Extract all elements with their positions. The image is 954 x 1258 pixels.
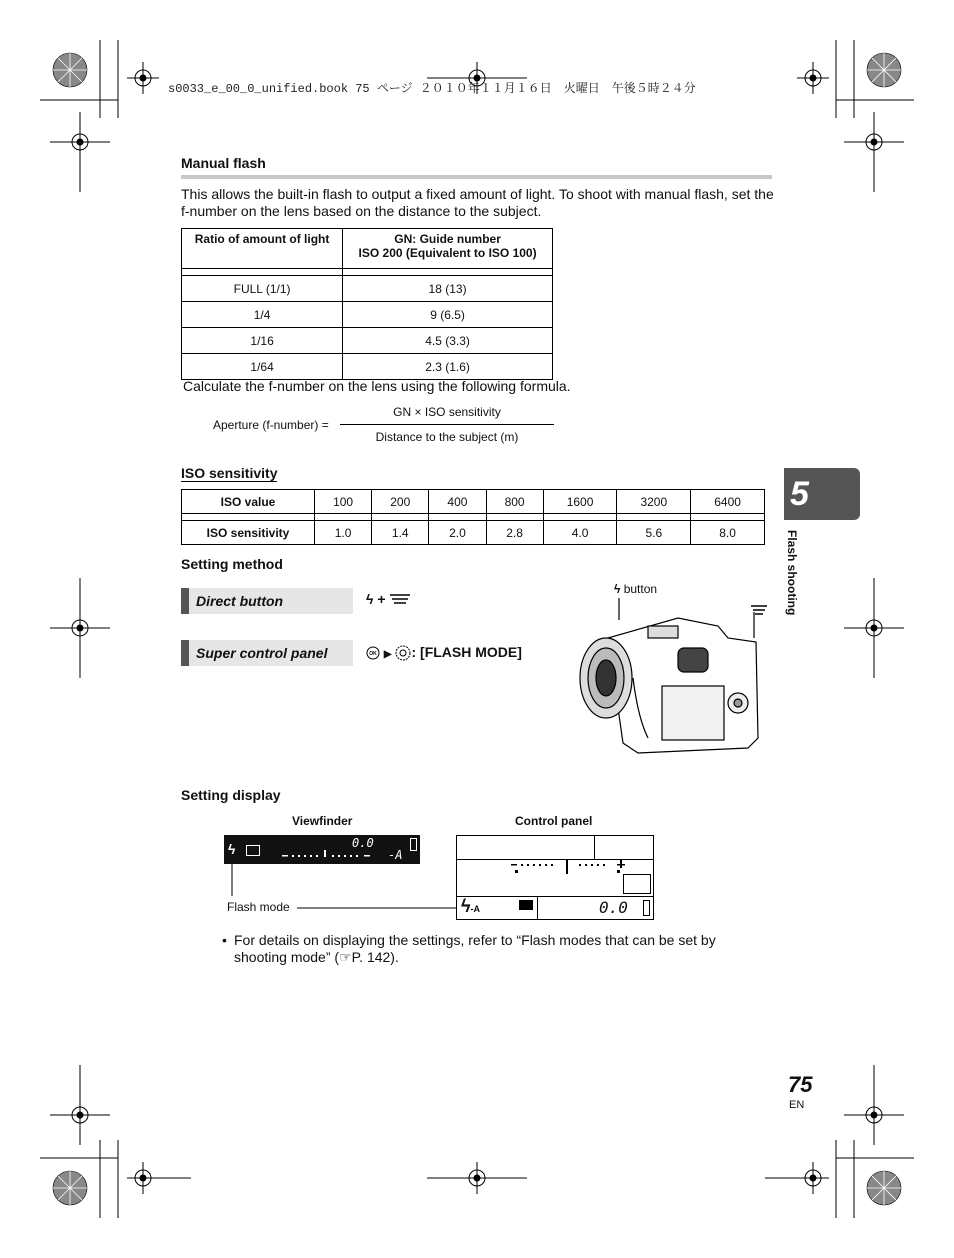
table-row: 1/64 2.3 (1.6)	[182, 354, 553, 380]
formula-label: Aperture (f-number) =	[213, 418, 329, 432]
direct-button-value: ϟ +	[366, 591, 411, 607]
cp-bottom-divider-v	[537, 896, 538, 920]
arrow-right-icon: ▶	[383, 649, 392, 660]
setting-display-heading: Setting display	[181, 787, 281, 803]
language-code: EN	[789, 1099, 805, 1111]
table-header-ratio: Ratio of amount of light	[182, 229, 343, 269]
vf-flash-mode: -A	[388, 848, 403, 862]
page-number: 75	[788, 1072, 813, 1097]
iso-heading: ISO sensitivity	[181, 465, 278, 481]
formula-denominator: Distance to the subject (m)	[375, 430, 519, 444]
formula-intro: Calculate the f-number on the lens using the following formula.	[183, 378, 571, 394]
formula-fraction-line	[340, 424, 554, 425]
gn-header-line2: ISO 200 (Equivalent to ISO 100)	[358, 246, 537, 260]
exposure-scale	[509, 860, 629, 876]
flash-mode-icon: ϟ-A	[461, 896, 481, 916]
flash-compensation-icon	[246, 845, 260, 856]
ok-button-icon	[366, 646, 380, 660]
cp-top-divider-v	[594, 836, 595, 859]
flash-compensation-icon	[519, 900, 533, 910]
control-panel-display	[456, 835, 654, 920]
table-row: ISO sensitivity 1.0 1.4 2.0 2.8 4.0 5.6 8.0	[182, 521, 765, 545]
setting-method-heading: Setting method	[181, 556, 283, 572]
chapter-tab: 5	[784, 468, 860, 520]
file-header-line: s0033_e_00_0_unified.book 75 ページ ２０１０年１１月１６日 火曜日 午後５時２４分	[168, 82, 696, 96]
bullet: •	[222, 932, 227, 948]
table-header-gn	[343, 229, 553, 269]
cp-bottom-divider	[457, 896, 653, 897]
control-panel-label: Control panel	[515, 814, 593, 828]
exposure-dial-icon	[750, 604, 768, 616]
iso-table	[181, 489, 765, 545]
table-row: ISO value 100 200 400 800 1600 3200 6400	[182, 490, 765, 514]
chapter-label: Flash shooting	[785, 530, 799, 616]
cp-right-box	[623, 874, 651, 894]
manual-flash-heading: Manual flash	[181, 155, 266, 171]
svg-text:OK: OK	[369, 651, 377, 658]
table-row: 1/4 9 (6.5)	[182, 302, 553, 328]
manual-flash-intro: This allows the built-in flash to output a fixed amount of light. To shoot with manual flash, set the f-number on the lens based on the distance to the subject.	[181, 186, 774, 219]
formula-numerator: GN × ISO sensitivity	[393, 405, 501, 419]
flash-mode-label: Flash mode	[227, 900, 290, 914]
super-control-panel-label: Super control panel	[181, 640, 353, 666]
direct-button-label: Direct button	[181, 588, 353, 614]
note-text: For details on displaying the settings, refer to “Flash modes that can be set by shooting mode” (☞P. 142).	[234, 932, 716, 965]
table-row: 1/16 4.5 (3.3)	[182, 328, 553, 354]
super-control-panel-value: OK ▶ : [FLASH MODE]	[366, 644, 522, 661]
flash-icon: ϟ	[366, 591, 374, 607]
section-rule	[181, 175, 772, 179]
battery-icon	[410, 838, 417, 851]
flash-icon: ϟ	[614, 582, 621, 596]
flash-button-callout: ϟ button	[614, 582, 658, 596]
vf-compensation-value: 0.0	[352, 836, 374, 850]
exposure-dial-icon	[389, 593, 411, 607]
gn-header-line1: GN: Guide number	[394, 232, 501, 246]
arrow-pad-icon	[395, 645, 411, 661]
battery-icon	[643, 900, 650, 916]
guide-number-table	[181, 228, 553, 380]
cp-compensation-value: 0.0	[599, 898, 628, 917]
table-row: FULL (1/1) 18 (13)	[182, 276, 553, 302]
viewfinder-label: Viewfinder	[292, 814, 353, 828]
camera-illustration	[578, 598, 768, 768]
flash-icon: ϟ	[228, 841, 236, 857]
reference-icon: ☞	[339, 949, 352, 965]
